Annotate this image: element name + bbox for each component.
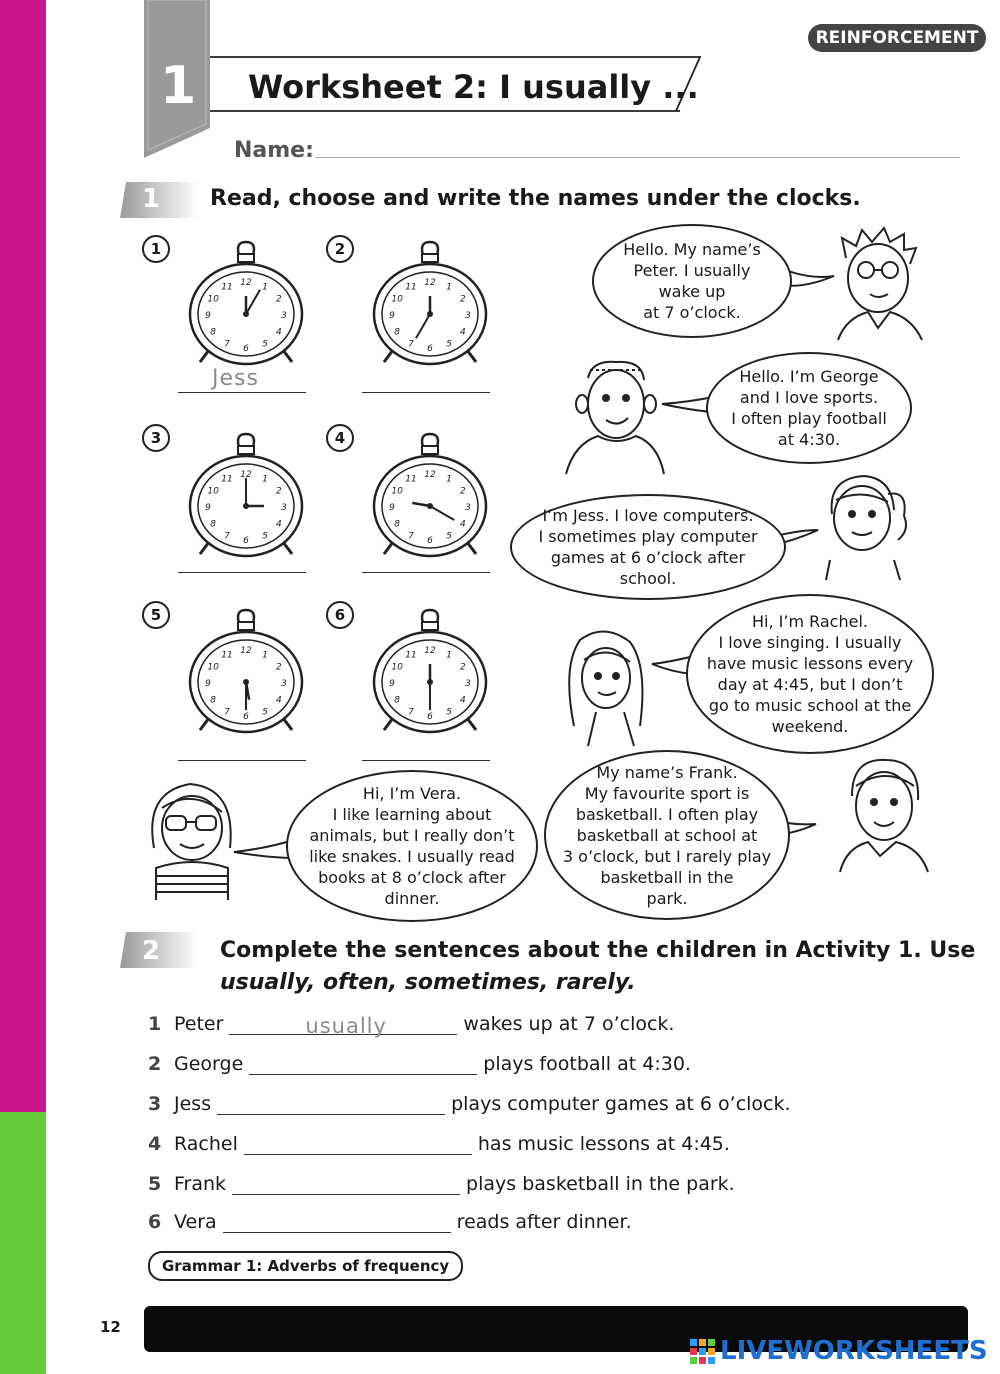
svg-text:2: 2	[276, 486, 282, 497]
svg-text:9: 9	[205, 503, 211, 513]
liveworksheets-logo	[690, 1336, 988, 1366]
bubble-george-text: Hello. I’m George and I love sports. I often play football at 4:30.	[731, 367, 887, 449]
svg-text:12: 12	[424, 470, 436, 480]
sentence-6	[148, 1210, 632, 1233]
svg-text:3: 3	[465, 311, 471, 321]
svg-text:1: 1	[446, 282, 452, 293]
svg-text:10: 10	[207, 294, 219, 305]
sentence-4-blank[interactable]	[244, 1132, 472, 1155]
clock-1-number: 1	[142, 235, 170, 263]
sentence-name: Frank	[174, 1173, 227, 1195]
jess-illustration	[818, 470, 914, 582]
svg-text:1: 1	[446, 650, 452, 661]
svg-text:9: 9	[205, 311, 211, 321]
clock-5-number: 5	[142, 601, 170, 629]
bubble-vera-text: Hi, I’m Vera. I like learning about animals, but I really don’t like snakes. I usually read books at 8 o’clock after dinner.	[309, 784, 515, 908]
svg-text:4: 4	[460, 695, 466, 706]
rachel-illustration	[560, 626, 650, 746]
svg-text:8: 8	[210, 519, 216, 530]
sentence-name: Jess	[174, 1093, 212, 1115]
bubble-frank-text: My name’s Frank. My favourite sport is basketball. I often play basketball at school at 3 o’clock, but I rarely play basketball in the park.	[562, 762, 772, 908]
sentence-rest: has music lessons at 4:45.	[477, 1133, 730, 1155]
svg-text:4: 4	[276, 327, 282, 338]
svg-text:5: 5	[446, 531, 452, 542]
svg-text:4: 4	[460, 327, 466, 338]
sentence-number: 5	[148, 1173, 162, 1195]
svg-text:4: 4	[276, 519, 282, 530]
watermark-text: LIVEWORKSHEETS	[720, 1336, 988, 1366]
svg-text:7: 7	[224, 707, 230, 718]
clock-2-number: 2	[326, 235, 354, 263]
bubble-jess-text: I’m Jess. I love computers. I sometimes play computer games at 6 o’clock after school.	[538, 506, 758, 588]
svg-text:7: 7	[408, 707, 414, 718]
activity-1-number: 1	[142, 184, 161, 214]
sentence-2-blank[interactable]	[249, 1052, 477, 1075]
svg-text:7: 7	[408, 531, 414, 542]
svg-text:6: 6	[427, 712, 433, 722]
sentence-name: George	[174, 1053, 244, 1075]
svg-text:7: 7	[224, 531, 230, 542]
speech-bubble-george	[706, 352, 912, 464]
sentence-1-blank[interactable]	[229, 1012, 457, 1038]
peter-illustration	[832, 228, 928, 340]
sentence-1-answer: usually	[305, 1014, 387, 1038]
svg-text:1: 1	[262, 474, 268, 485]
svg-text:11: 11	[405, 474, 417, 485]
svg-text:12: 12	[240, 646, 252, 656]
svg-text:9: 9	[389, 503, 395, 513]
sentence-rest: plays basketball in the park.	[466, 1173, 735, 1195]
svg-text:3: 3	[281, 311, 287, 321]
sentence-number: 1	[148, 1013, 162, 1035]
svg-text:1: 1	[262, 650, 268, 661]
sentence-1	[148, 1012, 675, 1038]
bubble-peter-text: Hello. My name’s Peter. I usually wake up at 7 o’clock.	[623, 240, 761, 322]
george-illustration	[566, 356, 666, 474]
sentence-3	[148, 1092, 791, 1115]
speech-bubble-rachel	[686, 594, 934, 754]
svg-text:5: 5	[446, 707, 452, 718]
svg-text:9: 9	[205, 679, 211, 689]
svg-text:12: 12	[424, 278, 436, 288]
svg-text:5: 5	[262, 339, 268, 350]
svg-text:10: 10	[391, 662, 403, 673]
activity-1-instruction: Read, choose and write the names under the clocks.	[210, 186, 861, 211]
svg-text:2: 2	[460, 294, 466, 305]
svg-text:3: 3	[465, 503, 471, 513]
activity-2-instruction-line2: usually, often, sometimes, rarely.	[220, 970, 636, 995]
svg-text:9: 9	[389, 679, 395, 689]
svg-text:7: 7	[408, 339, 414, 350]
sentence-number: 3	[148, 1093, 162, 1115]
svg-text:11: 11	[221, 474, 233, 485]
svg-text:10: 10	[391, 486, 403, 497]
reinforcement-badge: REINFORCEMENT	[808, 24, 986, 52]
clock-6-number: 6	[326, 601, 354, 629]
svg-text:1: 1	[446, 474, 452, 485]
svg-text:2: 2	[276, 294, 282, 305]
svg-text:12: 12	[240, 470, 252, 480]
sentence-number: 2	[148, 1053, 162, 1075]
sentence-name: Rachel	[174, 1133, 238, 1155]
clock-3-number: 3	[142, 424, 170, 452]
svg-text:3: 3	[281, 679, 287, 689]
svg-text:11: 11	[405, 650, 417, 661]
svg-text:10: 10	[207, 486, 219, 497]
svg-text:4: 4	[276, 695, 282, 706]
svg-text:9: 9	[389, 311, 395, 321]
speech-bubble-vera	[286, 770, 538, 922]
svg-text:8: 8	[394, 327, 400, 338]
svg-text:6: 6	[427, 536, 433, 546]
sentence-rest: plays football at 4:30.	[483, 1053, 691, 1075]
clock-1-answer: Jess	[212, 366, 259, 391]
svg-text:7: 7	[224, 339, 230, 350]
svg-text:11: 11	[405, 282, 417, 293]
sentence-2	[148, 1052, 691, 1075]
vera-illustration	[140, 778, 244, 900]
grammar-reference-tag: Grammar 1: Adverbs of frequency	[148, 1251, 463, 1281]
svg-text:1: 1	[262, 282, 268, 293]
svg-text:6: 6	[427, 344, 433, 354]
svg-text:5: 5	[262, 707, 268, 718]
bubble-rachel-text: Hi, I’m Rachel. I love singing. I usually have music lessons every day at 4:45, but I don’t go to music school at the weekend.	[706, 612, 914, 736]
sentence-5-blank[interactable]	[232, 1172, 460, 1195]
svg-text:2: 2	[460, 662, 466, 673]
svg-text:10: 10	[391, 294, 403, 305]
svg-text:3: 3	[465, 679, 471, 689]
sentence-3-blank[interactable]	[217, 1092, 445, 1115]
green-side-strip	[0, 1112, 46, 1374]
sentence-name: Peter	[174, 1013, 224, 1035]
sentence-rest: reads after dinner.	[456, 1211, 632, 1233]
svg-text:4: 4	[460, 519, 466, 530]
speech-bubble-jess	[510, 494, 786, 600]
logo-blocks-icon	[690, 1338, 716, 1364]
svg-text:8: 8	[394, 695, 400, 706]
name-label: Name:	[234, 138, 314, 163]
svg-text:11: 11	[221, 650, 233, 661]
activity-2-instruction-line1: Complete the sentences about the children in Activity 1. Use	[220, 938, 976, 963]
svg-text:3: 3	[281, 503, 287, 513]
unit-number: 1	[160, 56, 197, 116]
sentence-number: 4	[148, 1133, 162, 1155]
page-title: Worksheet 2: I usually ...	[248, 68, 699, 106]
svg-text:5: 5	[446, 339, 452, 350]
clock-4-number: 4	[326, 424, 354, 452]
svg-text:10: 10	[207, 662, 219, 673]
svg-text:5: 5	[262, 531, 268, 542]
sentence-number: 6	[148, 1211, 162, 1233]
svg-text:2: 2	[276, 662, 282, 673]
svg-text:8: 8	[210, 695, 216, 706]
svg-text:12: 12	[424, 646, 436, 656]
sentence-name: Vera	[174, 1211, 217, 1233]
sentence-5	[148, 1172, 735, 1195]
sentence-rest: plays computer games at 6 o’clock.	[451, 1093, 791, 1115]
svg-text:8: 8	[210, 327, 216, 338]
sentence-rest: wakes up at 7 o’clock.	[463, 1013, 675, 1035]
svg-text:6: 6	[243, 344, 249, 354]
frank-illustration	[836, 756, 932, 872]
activity-2-number: 2	[142, 936, 161, 966]
svg-text:2: 2	[460, 486, 466, 497]
svg-text:12: 12	[240, 278, 252, 288]
svg-text:11: 11	[221, 282, 233, 293]
svg-text:6: 6	[243, 712, 249, 722]
sentence-6-blank[interactable]	[223, 1210, 451, 1233]
speech-bubble-peter	[592, 224, 792, 338]
page-number: 12	[100, 1318, 121, 1336]
svg-text:6: 6	[243, 536, 249, 546]
speech-bubble-frank	[544, 750, 790, 920]
svg-text:8: 8	[394, 519, 400, 530]
sentence-4	[148, 1132, 730, 1155]
